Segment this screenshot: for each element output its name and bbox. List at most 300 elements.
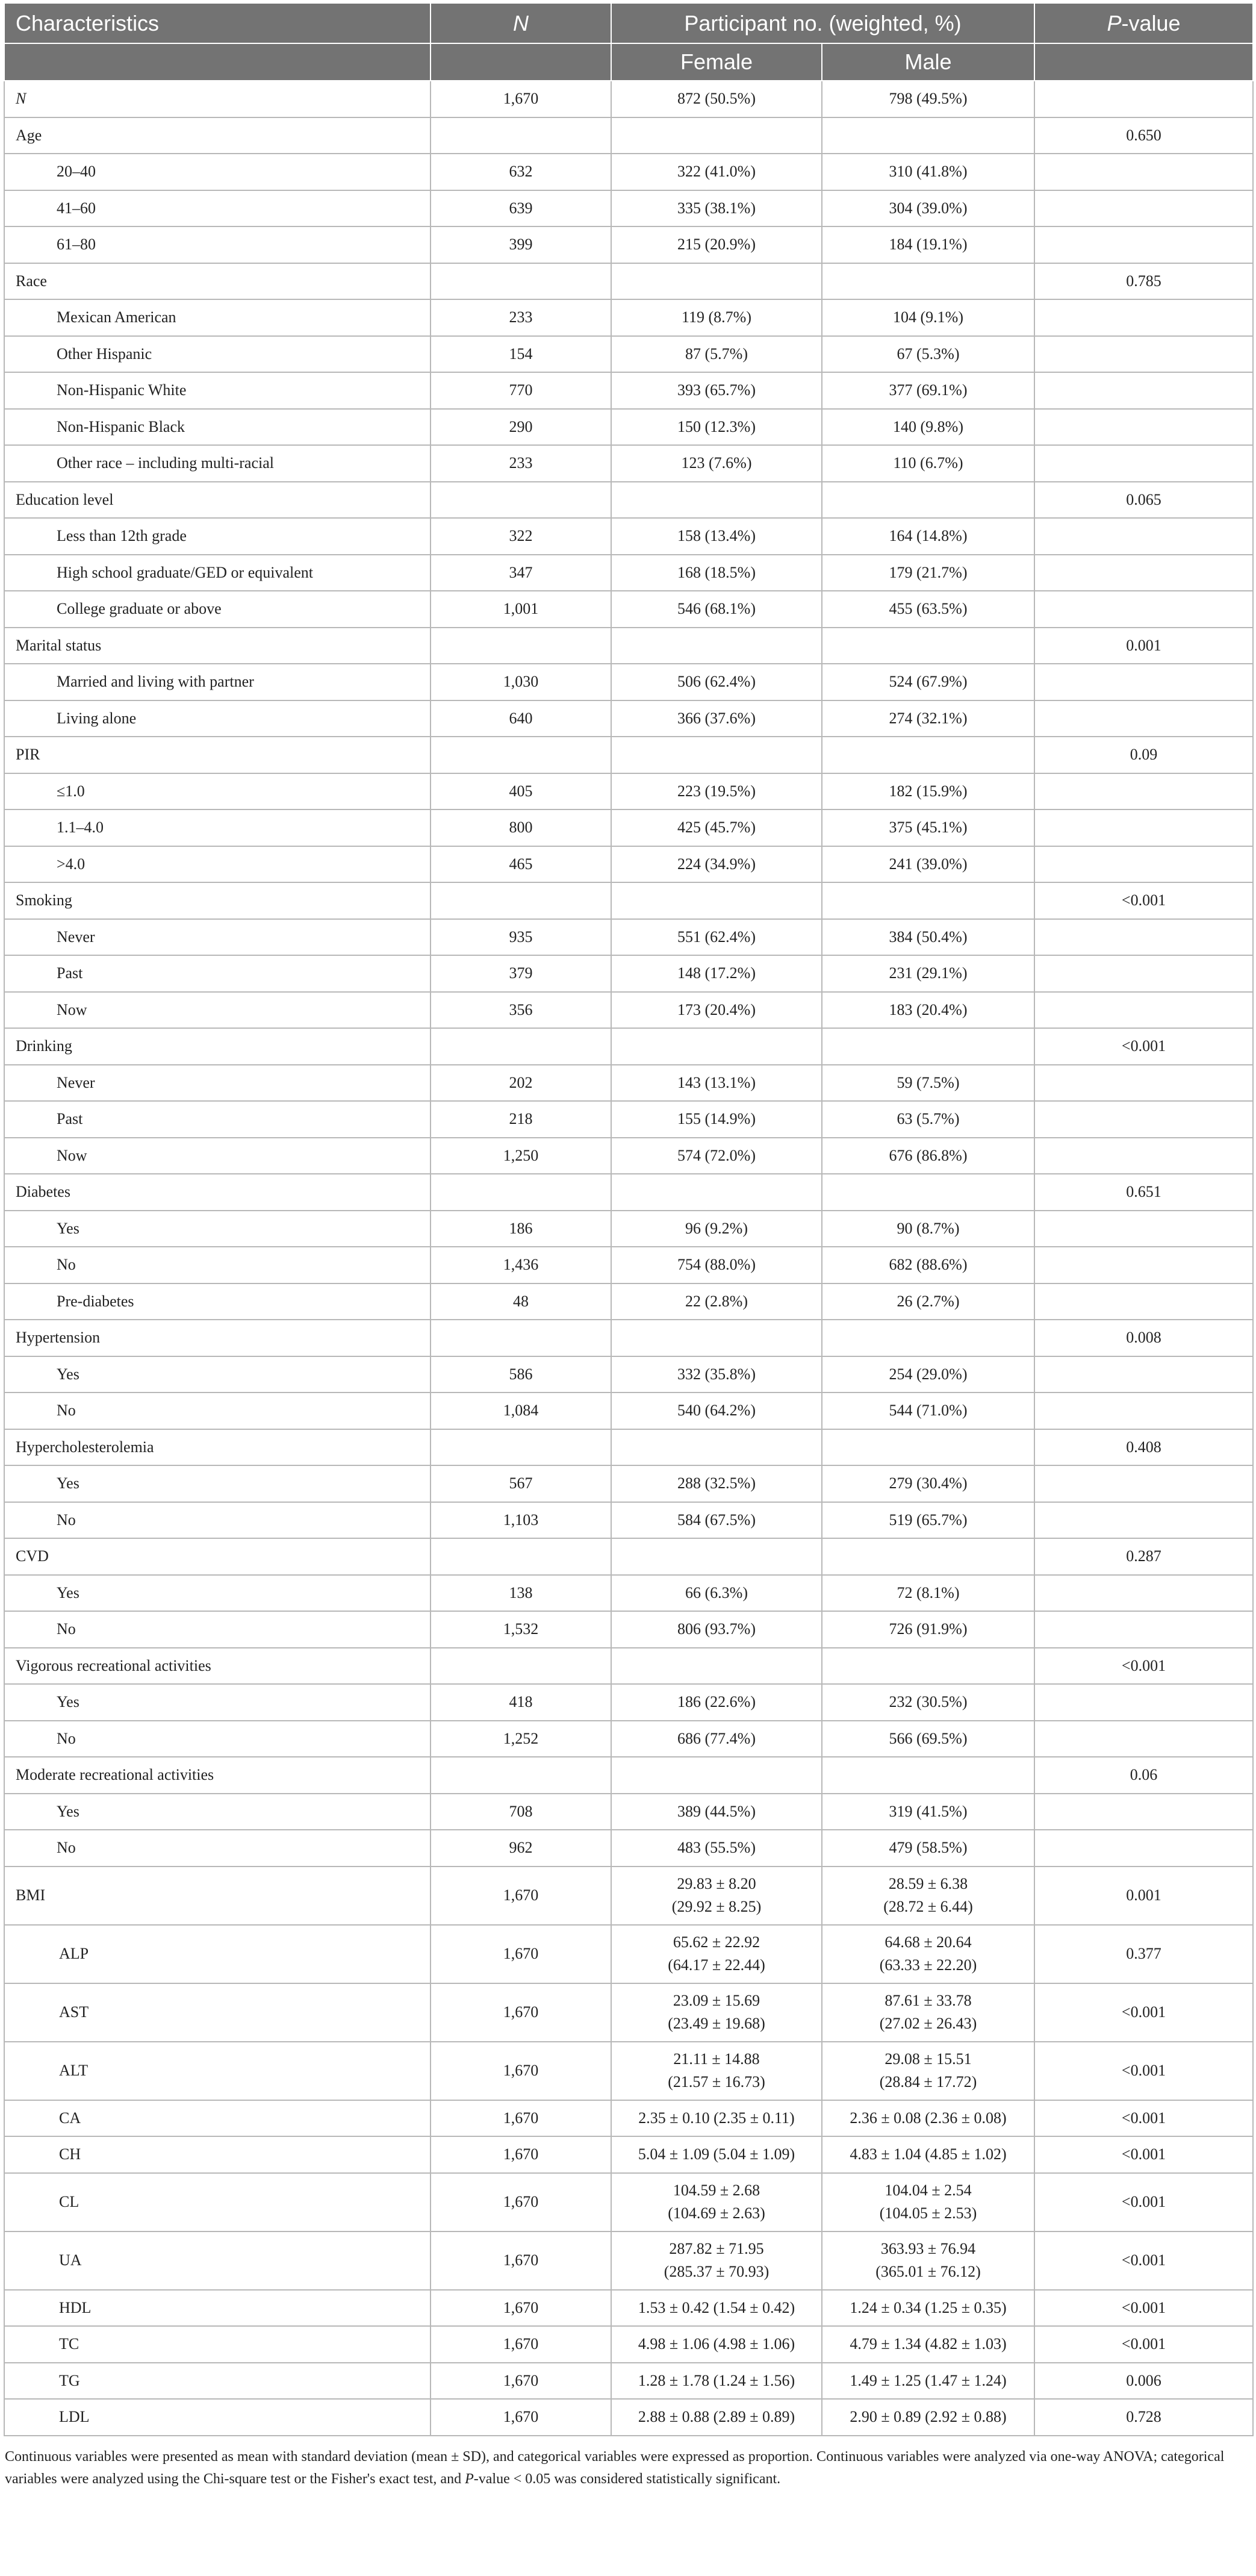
cell-male <box>822 1757 1034 1794</box>
cell-p-value <box>1034 1611 1253 1648</box>
cell-male: 682 (88.6%) <box>822 1247 1034 1283</box>
row-label: ≤1.0 <box>4 773 431 810</box>
cell-p-value: 0.287 <box>1034 1538 1253 1575</box>
cell-male: 231 (29.1%) <box>822 955 1034 992</box>
cell-p-value <box>1034 992 1253 1029</box>
cell-female: 155 (14.9%) <box>611 1101 822 1138</box>
cell-male: 164 (14.8%) <box>822 518 1034 555</box>
cell-female <box>611 1648 822 1685</box>
cell-n: 233 <box>431 445 611 482</box>
cell-male: 4.83 ± 1.04 (4.85 ± 1.02) <box>822 2136 1034 2173</box>
cell-female: 551 (62.4%) <box>611 919 822 956</box>
table-row <box>4 1101 1253 1138</box>
cell-male: 29.08 ± 15.51 (28.84 ± 17.72) <box>822 2042 1034 2100</box>
cell-n: 1,670 <box>431 2173 611 2231</box>
cell-p-value <box>1034 1101 1253 1138</box>
cell-male: 104.04 ± 2.54 (104.05 ± 2.53) <box>822 2173 1034 2231</box>
row-label: CVD <box>4 1538 431 1575</box>
cell-female: 223 (19.5%) <box>611 773 822 810</box>
cell-n: 1,670 <box>431 2290 611 2327</box>
row-label: Mexican American <box>4 299 431 336</box>
row-label: Pre-diabetes <box>4 1283 431 1320</box>
cell-p-value <box>1034 664 1253 700</box>
cell-n: 962 <box>431 1830 611 1867</box>
cell-male: 183 (20.4%) <box>822 992 1034 1029</box>
cell-n: 405 <box>431 773 611 810</box>
cell-male: 67 (5.3%) <box>822 336 1034 373</box>
cell-n <box>431 117 611 154</box>
cell-female: 754 (88.0%) <box>611 1247 822 1283</box>
subheader-row <box>4 43 1253 81</box>
row-label: N <box>4 81 431 117</box>
cell-female <box>611 628 822 664</box>
cell-female: 5.04 ± 1.09 (5.04 ± 1.09) <box>611 2136 822 2173</box>
row-label: Diabetes <box>4 1174 431 1211</box>
cell-female: 158 (13.4%) <box>611 518 822 555</box>
cell-female: 540 (64.2%) <box>611 1392 822 1429</box>
table-row <box>4 1575 1253 1612</box>
table-row <box>4 628 1253 664</box>
cell-p-value: 0.008 <box>1034 1320 1253 1356</box>
cell-p-value: <0.001 <box>1034 2136 1253 2173</box>
table-row <box>4 1983 1253 2042</box>
cell-n: 935 <box>431 919 611 956</box>
table-row <box>4 1502 1253 1539</box>
cell-female: 2.35 ± 0.10 (2.35 ± 0.11) <box>611 2100 822 2137</box>
cell-male: 90 (8.7%) <box>822 1211 1034 1247</box>
cell-male: 2.36 ± 0.08 (2.36 ± 0.08) <box>822 2100 1034 2137</box>
cell-male: 310 (41.8%) <box>822 154 1034 190</box>
cell-female <box>611 1538 822 1575</box>
cell-female: 506 (62.4%) <box>611 664 822 700</box>
cell-male: 110 (6.7%) <box>822 445 1034 482</box>
cell-p-value: <0.001 <box>1034 2173 1253 2231</box>
row-label: Now <box>4 1138 431 1174</box>
cell-male <box>822 263 1034 300</box>
table-row <box>4 809 1253 846</box>
table-row <box>4 190 1253 227</box>
cell-female: 123 (7.6%) <box>611 445 822 482</box>
row-label: HDL <box>4 2290 431 2327</box>
cell-n: 1,670 <box>431 2100 611 2137</box>
cell-p-value <box>1034 919 1253 956</box>
cell-female: 287.82 ± 71.95 (285.37 ± 70.93) <box>611 2231 822 2290</box>
table-row <box>4 409 1253 446</box>
cell-n <box>431 1429 611 1466</box>
table-row <box>4 1174 1253 1211</box>
cell-p-value <box>1034 1211 1253 1247</box>
row-label: Yes <box>4 1794 431 1830</box>
cell-male: 241 (39.0%) <box>822 846 1034 883</box>
cell-p-value <box>1034 518 1253 555</box>
cell-male: 104 (9.1%) <box>822 299 1034 336</box>
table-row <box>4 2231 1253 2290</box>
row-label: >4.0 <box>4 846 431 883</box>
cell-n: 640 <box>431 700 611 737</box>
row-label: 20–40 <box>4 154 431 190</box>
cell-n: 800 <box>431 809 611 846</box>
table-row <box>4 846 1253 883</box>
cell-p-value: <0.001 <box>1034 2100 1253 2137</box>
cell-male: 375 (45.1%) <box>822 809 1034 846</box>
table-row <box>4 299 1253 336</box>
row-label: Past <box>4 1101 431 1138</box>
table-row <box>4 1757 1253 1794</box>
cell-n: 1,030 <box>431 664 611 700</box>
cell-male <box>822 628 1034 664</box>
cell-female: 96 (9.2%) <box>611 1211 822 1247</box>
cell-female <box>611 882 822 919</box>
cell-male: 1.24 ± 0.34 (1.25 ± 0.35) <box>822 2290 1034 2327</box>
row-label: No <box>4 1502 431 1539</box>
cell-male: 676 (86.8%) <box>822 1138 1034 1174</box>
cell-male: 140 (9.8%) <box>822 409 1034 446</box>
cell-n <box>431 1028 611 1065</box>
table-row <box>4 1684 1253 1721</box>
cell-p-value: 0.377 <box>1034 1925 1253 1983</box>
cell-male: 524 (67.9%) <box>822 664 1034 700</box>
cell-n: 154 <box>431 336 611 373</box>
cell-n <box>431 1757 611 1794</box>
table-row <box>4 591 1253 628</box>
row-label: PIR <box>4 737 431 773</box>
cell-n: 186 <box>431 1211 611 1247</box>
subheader-empty <box>1034 43 1253 81</box>
cell-male: 184 (19.1%) <box>822 226 1034 263</box>
cell-n: 586 <box>431 1356 611 1393</box>
header-characteristics: Characteristics <box>4 3 431 43</box>
row-label: Past <box>4 955 431 992</box>
row-label: Education level <box>4 482 431 519</box>
cell-n: 1,670 <box>431 2136 611 2173</box>
cell-female: 872 (50.5%) <box>611 81 822 117</box>
row-label: Non-Hispanic White <box>4 372 431 409</box>
cell-female: 21.11 ± 14.88 (21.57 ± 16.73) <box>611 2042 822 2100</box>
cell-n <box>431 737 611 773</box>
row-label: Married and living with partner <box>4 664 431 700</box>
row-label: Hypercholesterolemia <box>4 1429 431 1466</box>
cell-female <box>611 1757 822 1794</box>
cell-p-value <box>1034 1465 1253 1502</box>
characteristics-table <box>4 2 1254 2436</box>
cell-p-value <box>1034 190 1253 227</box>
row-label: Non-Hispanic Black <box>4 409 431 446</box>
cell-n: 1,436 <box>431 1247 611 1283</box>
row-label: ALT <box>4 2042 431 2100</box>
cell-female: 425 (45.7%) <box>611 809 822 846</box>
cell-male: 232 (30.5%) <box>822 1684 1034 1721</box>
row-label: UA <box>4 2231 431 2290</box>
cell-female: 2.88 ± 0.88 (2.89 ± 0.89) <box>611 2399 822 2436</box>
cell-n: 1,670 <box>431 1925 611 1983</box>
cell-n: 1,670 <box>431 1867 611 1925</box>
cell-female <box>611 482 822 519</box>
cell-female: 1.53 ± 0.42 (1.54 ± 0.42) <box>611 2290 822 2327</box>
cell-male: 28.59 ± 6.38 (28.72 ± 6.44) <box>822 1867 1034 1925</box>
row-label: Yes <box>4 1575 431 1612</box>
cell-p-value <box>1034 154 1253 190</box>
cell-n: 1,670 <box>431 1983 611 2042</box>
table-row <box>4 664 1253 700</box>
cell-p-value: <0.001 <box>1034 2231 1253 2290</box>
cell-male <box>822 1174 1034 1211</box>
cell-male: 566 (69.5%) <box>822 1721 1034 1757</box>
row-label: BMI <box>4 1867 431 1925</box>
row-label: Other race – including multi-racial <box>4 445 431 482</box>
table-row <box>4 482 1253 519</box>
row-label: Race <box>4 263 431 300</box>
cell-n: 138 <box>431 1575 611 1612</box>
row-label: No <box>4 1392 431 1429</box>
row-label: TC <box>4 2326 431 2363</box>
table-header <box>4 3 1253 81</box>
table-row <box>4 737 1253 773</box>
row-label: Less than 12th grade <box>4 518 431 555</box>
cell-n: 347 <box>431 555 611 591</box>
cell-male: 377 (69.1%) <box>822 372 1034 409</box>
cell-female <box>611 1320 822 1356</box>
cell-female: 29.83 ± 8.20 (29.92 ± 8.25) <box>611 1867 822 1925</box>
table-row <box>4 2399 1253 2436</box>
cell-male <box>822 1538 1034 1575</box>
row-label: CA <box>4 2100 431 2137</box>
cell-female: 546 (68.1%) <box>611 591 822 628</box>
cell-n: 290 <box>431 409 611 446</box>
row-label: Drinking <box>4 1028 431 1065</box>
cell-male: 59 (7.5%) <box>822 1065 1034 1102</box>
cell-p-value <box>1034 1283 1253 1320</box>
row-label: Yes <box>4 1356 431 1393</box>
row-label: Marital status <box>4 628 431 664</box>
cell-female: 66 (6.3%) <box>611 1575 822 1612</box>
cell-p-value <box>1034 1502 1253 1539</box>
row-label: College graduate or above <box>4 591 431 628</box>
cell-p-value: 0.651 <box>1034 1174 1253 1211</box>
cell-male: 455 (63.5%) <box>822 591 1034 628</box>
cell-female: 366 (37.6%) <box>611 700 822 737</box>
cell-p-value <box>1034 1684 1253 1721</box>
cell-female: 22 (2.8%) <box>611 1283 822 1320</box>
cell-female: 1.28 ± 1.78 (1.24 ± 1.56) <box>611 2363 822 2400</box>
table-row <box>4 2290 1253 2327</box>
cell-n: 1,252 <box>431 1721 611 1757</box>
row-label: No <box>4 1830 431 1867</box>
table-row <box>4 81 1253 117</box>
cell-female: 584 (67.5%) <box>611 1502 822 1539</box>
row-label: AST <box>4 1983 431 2042</box>
cell-p-value <box>1034 591 1253 628</box>
cell-p-value <box>1034 81 1253 117</box>
cell-female: 335 (38.1%) <box>611 190 822 227</box>
cell-female: 150 (12.3%) <box>611 409 822 446</box>
cell-n <box>431 1538 611 1575</box>
table-row <box>4 882 1253 919</box>
cell-p-value <box>1034 372 1253 409</box>
cell-p-value <box>1034 1830 1253 1867</box>
cell-female: 65.62 ± 22.92 (64.17 ± 22.44) <box>611 1925 822 1983</box>
table-row <box>4 445 1253 482</box>
cell-male <box>822 1320 1034 1356</box>
cell-n: 770 <box>431 372 611 409</box>
cell-male: 279 (30.4%) <box>822 1465 1034 1502</box>
table-row <box>4 263 1253 300</box>
cell-n <box>431 1174 611 1211</box>
cell-female <box>611 1174 822 1211</box>
cell-male <box>822 1648 1034 1685</box>
table-row <box>4 1429 1253 1466</box>
header-p-value: P-value <box>1034 3 1253 43</box>
cell-male: 72 (8.1%) <box>822 1575 1034 1612</box>
table-row <box>4 372 1253 409</box>
table-container <box>4 2 1252 2490</box>
table-row <box>4 2326 1253 2363</box>
table-row <box>4 1283 1253 1320</box>
cell-p-value: 0.728 <box>1034 2399 1253 2436</box>
cell-p-value <box>1034 846 1253 883</box>
cell-p-value: <0.001 <box>1034 2326 1253 2363</box>
cell-n: 48 <box>431 1283 611 1320</box>
table-row <box>4 2136 1253 2173</box>
row-label: Vigorous recreational activities <box>4 1648 431 1685</box>
cell-female <box>611 263 822 300</box>
table-row <box>4 1611 1253 1648</box>
cell-male: 319 (41.5%) <box>822 1794 1034 1830</box>
cell-male: 87.61 ± 33.78 (27.02 ± 26.43) <box>822 1983 1034 2042</box>
cell-n: 1,670 <box>431 2326 611 2363</box>
cell-male: 544 (71.0%) <box>822 1392 1034 1429</box>
cell-n: 322 <box>431 518 611 555</box>
table-row <box>4 1320 1253 1356</box>
cell-female: 806 (93.7%) <box>611 1611 822 1648</box>
table-row <box>4 1028 1253 1065</box>
row-label: 1.1–4.0 <box>4 809 431 846</box>
cell-p-value <box>1034 773 1253 810</box>
table-row <box>4 1465 1253 1502</box>
row-label: TG <box>4 2363 431 2400</box>
cell-n: 632 <box>431 154 611 190</box>
cell-male <box>822 1429 1034 1466</box>
header-participant: Participant no. (weighted, %) <box>611 3 1034 43</box>
table-row <box>4 773 1253 810</box>
cell-male <box>822 482 1034 519</box>
row-label: Never <box>4 919 431 956</box>
cell-p-value: 0.785 <box>1034 263 1253 300</box>
table-row <box>4 518 1253 555</box>
row-label: ALP <box>4 1925 431 1983</box>
table-row <box>4 1356 1253 1393</box>
header-row <box>4 3 1253 43</box>
row-label: High school graduate/GED or equivalent <box>4 555 431 591</box>
row-label: Moderate recreational activities <box>4 1757 431 1794</box>
cell-p-value <box>1034 955 1253 992</box>
row-label: 41–60 <box>4 190 431 227</box>
cell-n: 218 <box>431 1101 611 1138</box>
cell-n <box>431 882 611 919</box>
cell-male: 64.68 ± 20.64 (63.33 ± 22.20) <box>822 1925 1034 1983</box>
cell-n: 399 <box>431 226 611 263</box>
cell-male: 304 (39.0%) <box>822 190 1034 227</box>
row-label: Now <box>4 992 431 1029</box>
row-label: Age <box>4 117 431 154</box>
cell-p-value <box>1034 226 1253 263</box>
cell-p-value: 0.001 <box>1034 1867 1253 1925</box>
table-row <box>4 1538 1253 1575</box>
cell-female <box>611 1028 822 1065</box>
cell-female: 332 (35.8%) <box>611 1356 822 1393</box>
row-label: No <box>4 1721 431 1757</box>
table-row <box>4 1392 1253 1429</box>
cell-p-value <box>1034 336 1253 373</box>
cell-female: 143 (13.1%) <box>611 1065 822 1102</box>
table-row <box>4 1247 1253 1283</box>
cell-female: 168 (18.5%) <box>611 555 822 591</box>
cell-p-value <box>1034 1138 1253 1174</box>
cell-p-value: 0.006 <box>1034 2363 1253 2400</box>
cell-n: 1,084 <box>431 1392 611 1429</box>
cell-p-value <box>1034 1575 1253 1612</box>
row-label: Living alone <box>4 700 431 737</box>
cell-n: 1,670 <box>431 2042 611 2100</box>
cell-p-value <box>1034 1247 1253 1283</box>
cell-female: 322 (41.0%) <box>611 154 822 190</box>
cell-male <box>822 882 1034 919</box>
row-label: CL <box>4 2173 431 2231</box>
cell-n: 1,670 <box>431 2231 611 2290</box>
table-row <box>4 992 1253 1029</box>
cell-p-value: 0.650 <box>1034 117 1253 154</box>
cell-n: 639 <box>431 190 611 227</box>
cell-male: 726 (91.9%) <box>822 1611 1034 1648</box>
cell-p-value: <0.001 <box>1034 882 1253 919</box>
cell-n: 1,250 <box>431 1138 611 1174</box>
cell-n: 708 <box>431 1794 611 1830</box>
cell-male: 179 (21.7%) <box>822 555 1034 591</box>
row-label: Never <box>4 1065 431 1102</box>
cell-female: 4.98 ± 1.06 (4.98 ± 1.06) <box>611 2326 822 2363</box>
cell-female: 288 (32.5%) <box>611 1465 822 1502</box>
cell-p-value <box>1034 445 1253 482</box>
cell-p-value <box>1034 1392 1253 1429</box>
row-label: Other Hispanic <box>4 336 431 373</box>
cell-n <box>431 1320 611 1356</box>
cell-p-value <box>1034 809 1253 846</box>
cell-male: 363.93 ± 76.94 (365.01 ± 76.12) <box>822 2231 1034 2290</box>
cell-p-value <box>1034 700 1253 737</box>
cell-p-value <box>1034 1356 1253 1393</box>
row-label: Yes <box>4 1684 431 1721</box>
cell-male: 182 (15.9%) <box>822 773 1034 810</box>
row-label: Smoking <box>4 882 431 919</box>
table-row <box>4 336 1253 373</box>
cell-p-value <box>1034 409 1253 446</box>
cell-n: 465 <box>431 846 611 883</box>
cell-male: 384 (50.4%) <box>822 919 1034 956</box>
cell-female: 215 (20.9%) <box>611 226 822 263</box>
cell-female <box>611 737 822 773</box>
cell-female <box>611 1429 822 1466</box>
cell-male: 26 (2.7%) <box>822 1283 1034 1320</box>
table-row <box>4 955 1253 992</box>
table-row <box>4 555 1253 591</box>
cell-n: 1,001 <box>431 591 611 628</box>
row-label: Hypertension <box>4 1320 431 1356</box>
table-row <box>4 1925 1253 1983</box>
cell-p-value <box>1034 555 1253 591</box>
cell-female: 23.09 ± 15.69 (23.49 ± 19.68) <box>611 1983 822 2042</box>
cell-female: 148 (17.2%) <box>611 955 822 992</box>
cell-female: 104.59 ± 2.68 (104.69 ± 2.63) <box>611 2173 822 2231</box>
cell-female: 389 (44.5%) <box>611 1794 822 1830</box>
